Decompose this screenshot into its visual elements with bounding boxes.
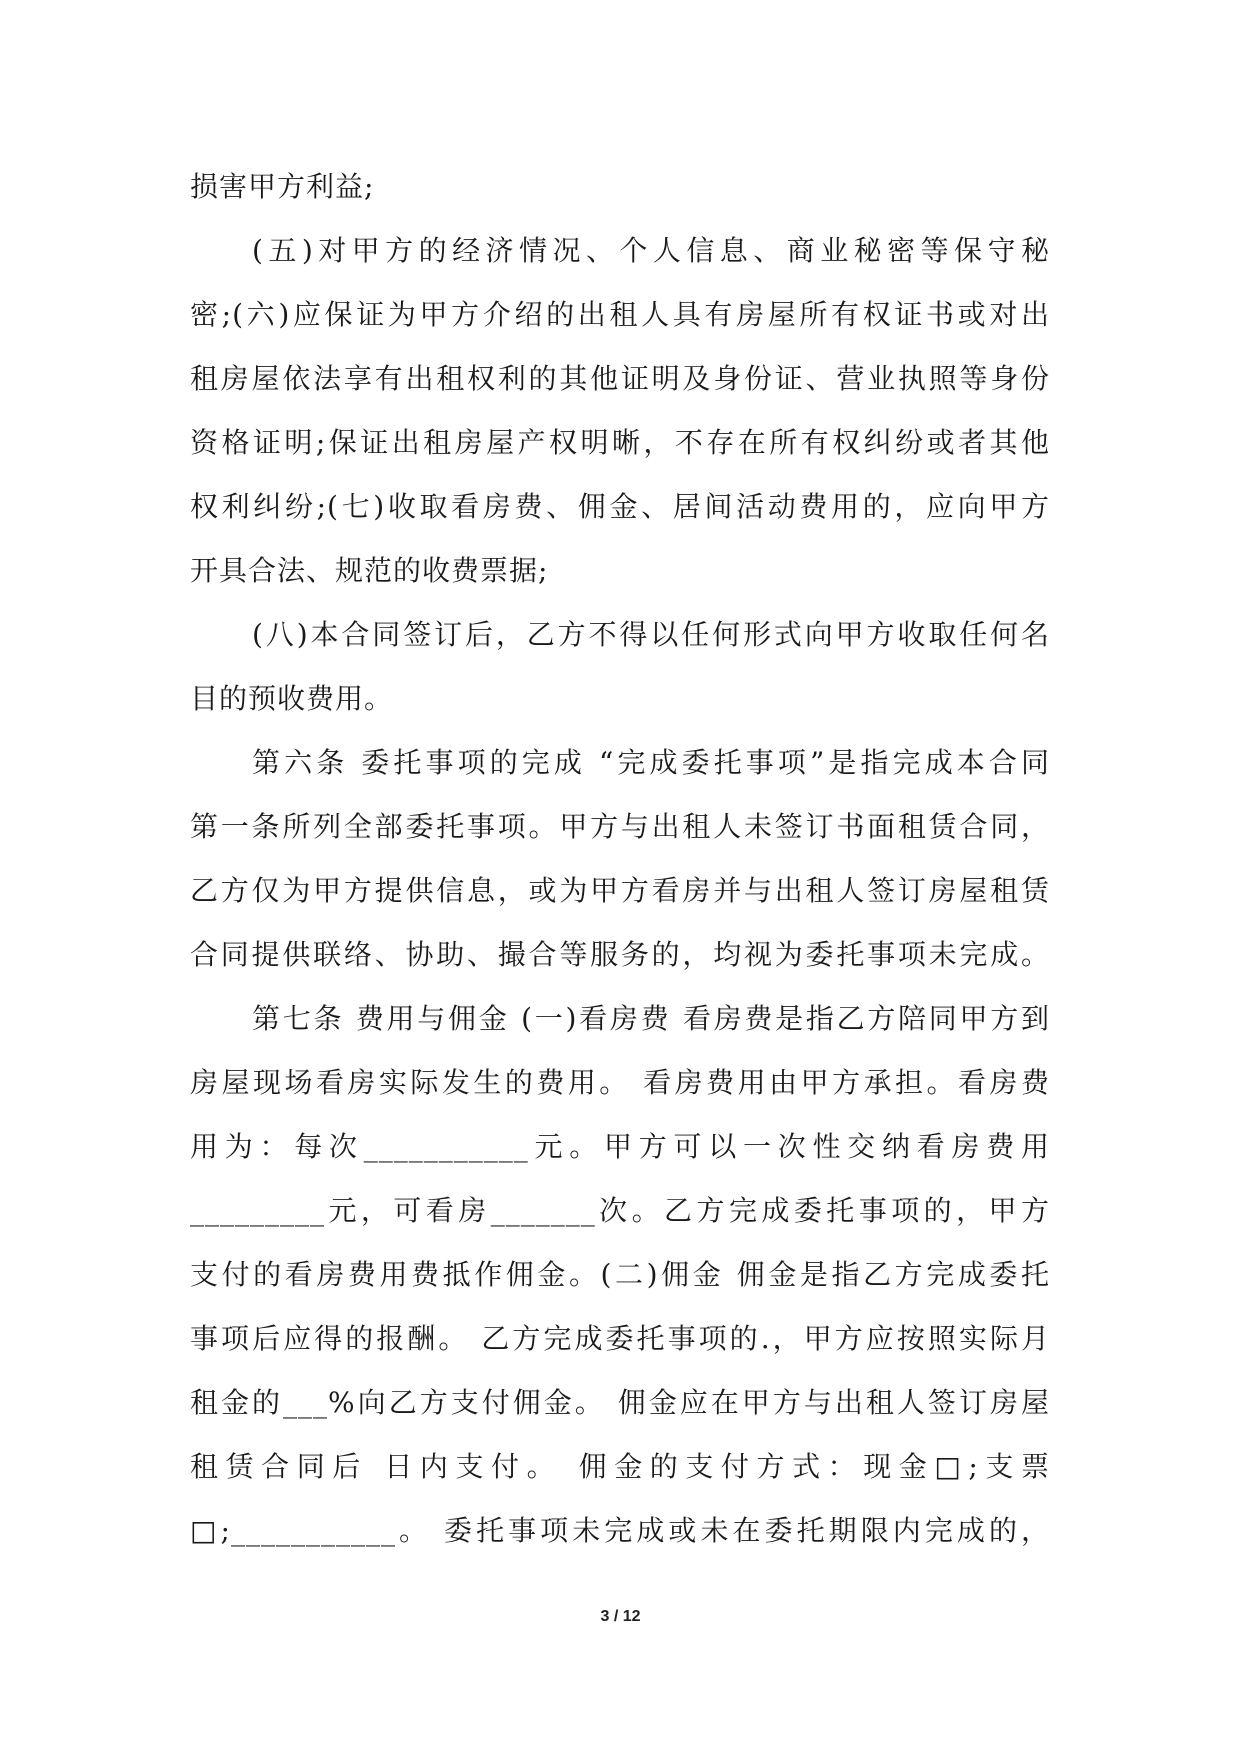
page-number: 3 / 12 [600, 1608, 641, 1625]
text-line: 目的预收费用。 [190, 682, 394, 715]
text-line: 事项后应得的报酬。 乙方完成委托事项的.，甲方应按照实际月 [190, 1322, 1050, 1355]
text-line: 支付的看房费用费抵作佣金。(二)佣金 佣金是指乙方完成委托 [190, 1258, 1050, 1291]
text-line: 用为：每次___________元。甲方可以一次性交纳看房费用 [190, 1130, 1050, 1163]
text-line: 第六条 委托事项的完成 “完成委托事项”是指完成本合同 [252, 746, 1050, 779]
text-line: 合同提供联络、协助、撮合等服务的，均视为委托事项未完成。 [190, 938, 1050, 971]
text-line: (八)本合同签订后，乙方不得以任何形式向甲方收取任何名 [252, 618, 1050, 651]
text-line: 租赁合同后 日内支付。 佣金的支付方式：现金□;支票 [190, 1450, 1050, 1483]
text-line: 租房屋依法享有出租权利的其他证明及身份证、营业执照等身份 [190, 362, 1050, 395]
text-line: 乙方仅为甲方提供信息，或为甲方看房并与出租人签订房屋租赁 [190, 874, 1050, 907]
text-line: 资格证明;保证出租房屋产权明晰，不存在所有权纠纷或者其他 [190, 426, 1050, 459]
text-line: _________元，可看房_______次。乙方完成委托事项的，甲方 [190, 1194, 1050, 1227]
text-line: 第一条所列全部委托事项。甲方与出租人未签订书面租赁合同， [190, 810, 1050, 843]
text-line: 第七条 费用与佣金 (一)看房费 看房费是指乙方陪同甲方到 [252, 1002, 1050, 1035]
text-line: 房屋现场看房实际发生的费用。 看房费用由甲方承担。看房费 [190, 1066, 1050, 1099]
text-line: 密;(六)应保证为甲方介绍的出租人具有房屋所有权证书或对出 [190, 298, 1050, 331]
text-line: (五)对甲方的经济情况、个人信息、商业秘密等保守秘 [252, 234, 1050, 267]
text-line: 损害甲方利益; [190, 170, 375, 203]
text-line: □;___________。 委托事项未完成或未在委托期限内完成的， [190, 1514, 1050, 1547]
text-line: 权利纠纷;(七)收取看房费、佣金、居间活动费用的，应向甲方 [190, 490, 1050, 523]
text-line: 开具合法、规范的收费票据; [190, 554, 549, 587]
document-body [190, 155, 1050, 1563]
text-line: 租金的___%向乙方支付佣金。 佣金应在甲方与出租人签订房屋 [190, 1386, 1050, 1419]
